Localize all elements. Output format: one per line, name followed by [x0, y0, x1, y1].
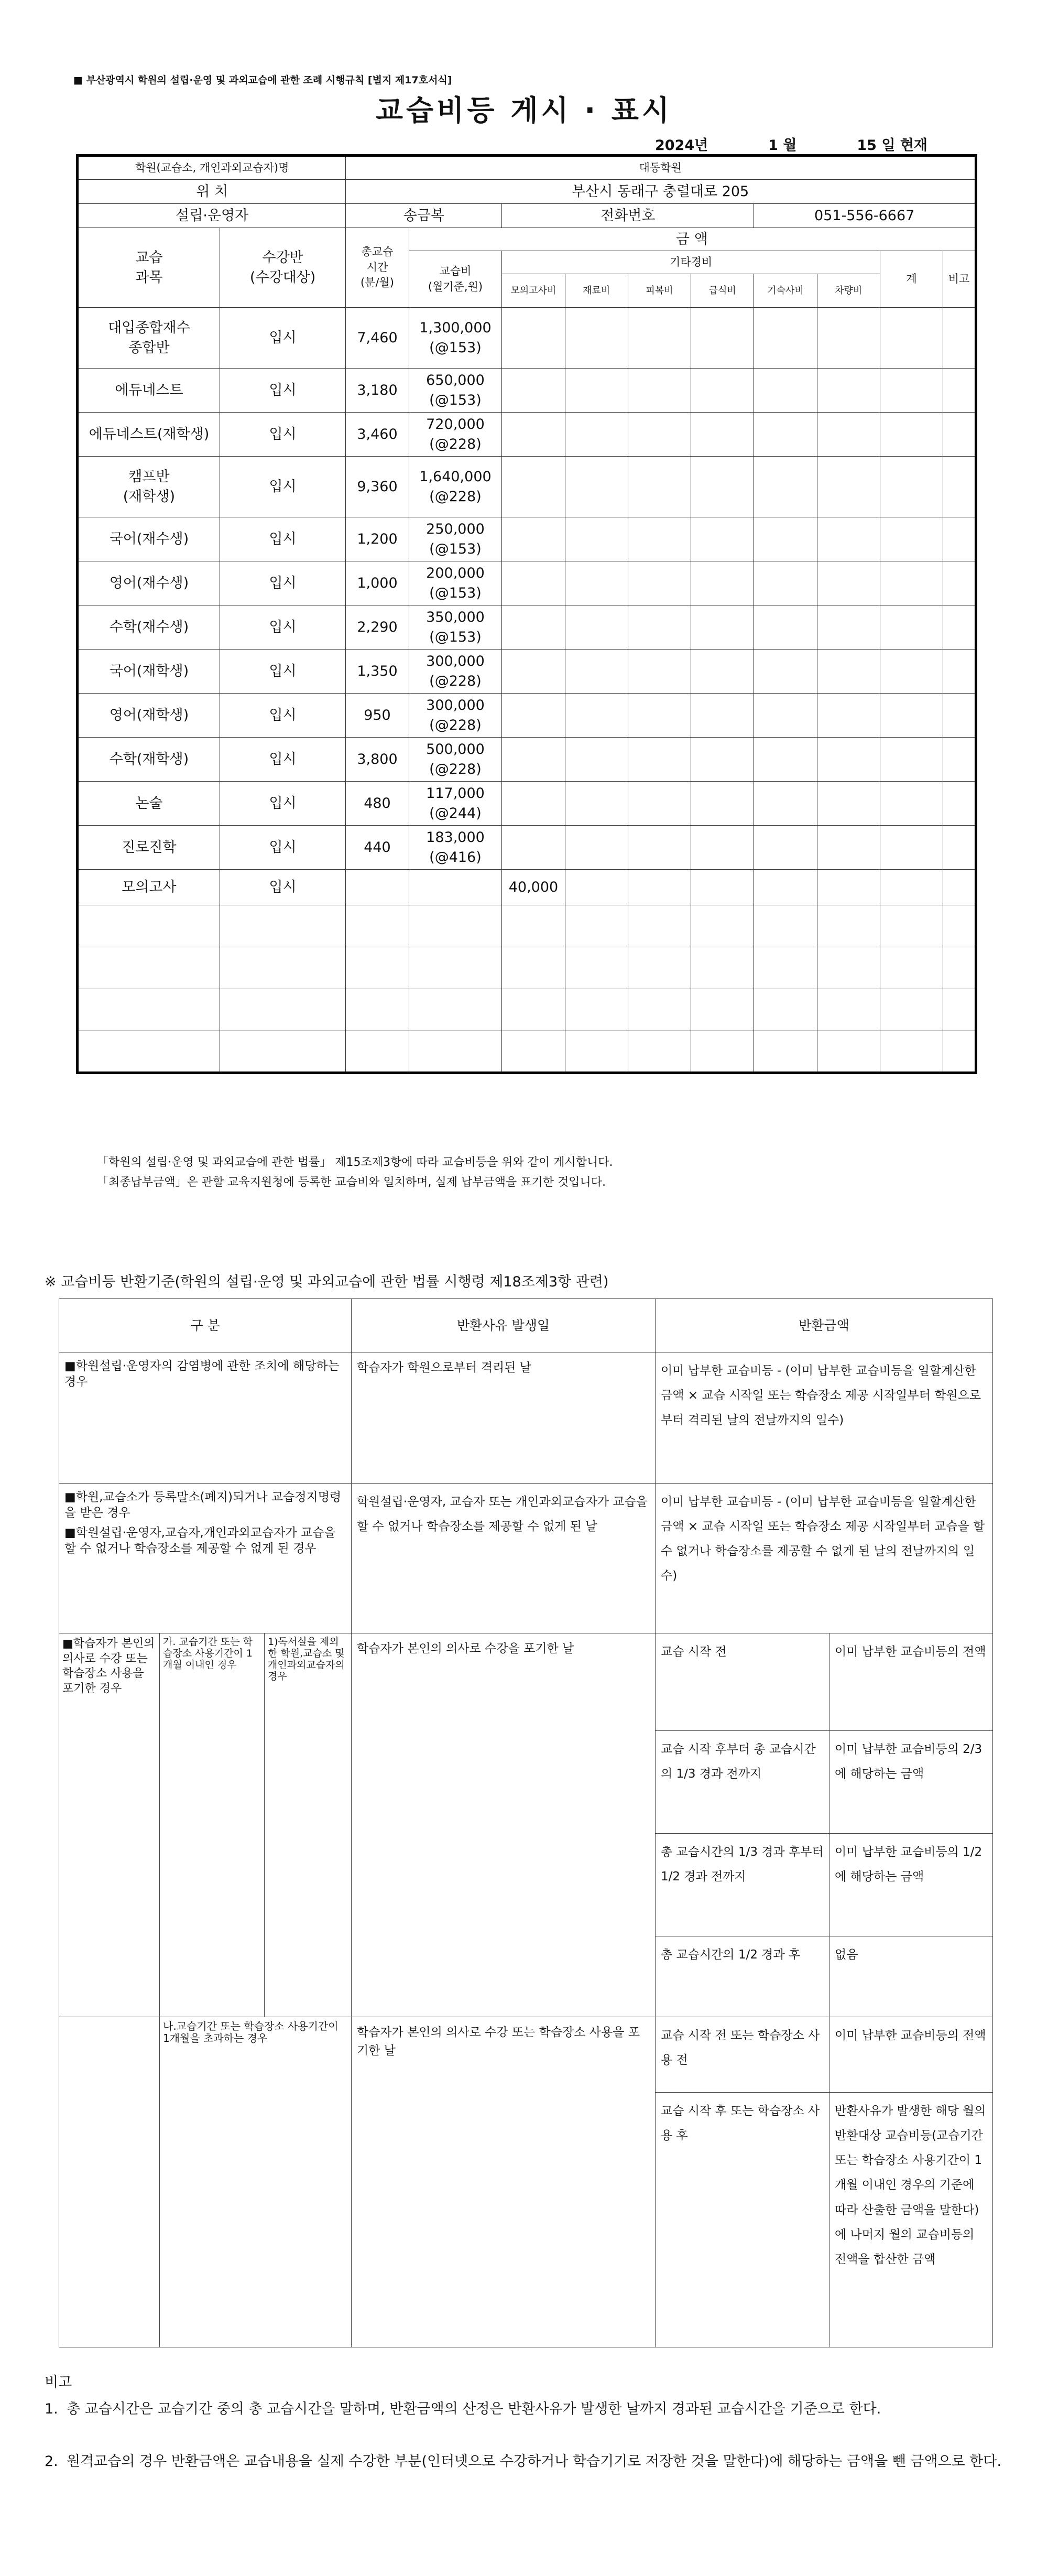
phone-value: 051-556-6667	[754, 204, 976, 228]
empty-cell	[943, 947, 976, 989]
refund-amount-1: 이미 납부한 교습비등의 전액	[829, 1633, 993, 1731]
mock-exam-fee-cell	[502, 369, 565, 413]
empty-cell	[691, 989, 754, 1031]
total-header: 계	[880, 251, 943, 308]
mock-exam-fee-cell	[502, 782, 565, 826]
refund-heading: ※ 교습비등 반환기준(학원의 설립·운영 및 과외교습에 관한 법률 시행령 제18조제3항 관련)	[45, 1274, 609, 1290]
target-cell: 입시	[220, 870, 346, 905]
mock-exam-fee-cell: 40,000	[502, 870, 565, 905]
mock-exam-fee-cell	[502, 694, 565, 738]
other-expense-cell	[691, 561, 754, 605]
total-cell	[880, 738, 943, 782]
tuition-cell: 300,000 (@228)	[409, 650, 502, 694]
empty-fee-row	[78, 989, 976, 1031]
mock-exam-fee-cell	[502, 650, 565, 694]
other-expense-cell	[817, 517, 880, 561]
empty-cell	[628, 947, 691, 989]
refund-long-amount-1: 이미 납부한 교습비등의 전액	[829, 2017, 993, 2093]
empty-cell	[565, 1031, 628, 1073]
refund-category-header: 구 분	[59, 1299, 352, 1352]
mock-exam-fee-cell	[502, 413, 565, 457]
hours-cell	[346, 870, 409, 905]
date-day: 15 일 현재	[857, 137, 927, 154]
empty-cell	[754, 947, 817, 989]
academy-name-label: 학원(교습소, 개인과외교습자)명	[78, 156, 346, 180]
hours-cell: 3,180	[346, 369, 409, 413]
tuition-cell: 500,000 (@228)	[409, 738, 502, 782]
target-cell: 입시	[220, 694, 346, 738]
subject-cell: 수학(재수생)	[78, 605, 220, 650]
total-cell	[880, 413, 943, 457]
hours-cell: 7,460	[346, 308, 409, 369]
remarks-cell	[943, 694, 976, 738]
other-item-vehicle: 차량비	[817, 274, 880, 308]
target-cell: 입시	[220, 650, 346, 694]
empty-cell	[565, 905, 628, 947]
other-expense-cell	[754, 650, 817, 694]
other-expense-cell	[691, 782, 754, 826]
refund-row-closure-amount: 이미 납부한 교습비등 - (이미 납부한 교습비등을 일할계산한 금액 × 교습 시작일 또는 학습장소 제공 시작일부터 교습을 할 수 없거나 학습장소를 제공할 수 없게 된 날의 전날까지의 일수)	[656, 1484, 993, 1633]
notice-line-1: 「학원의 설립·운영 및 과외교습에 관한 법률」 제15조제3항에 따라 교습비등을 위와 같이 게시합니다.	[97, 1156, 613, 1169]
hours-cell: 440	[346, 826, 409, 870]
remark-1-number: 1.	[45, 2401, 58, 2417]
empty-cell	[220, 989, 346, 1031]
other-expense-cell	[628, 605, 691, 650]
fee-row	[78, 561, 976, 605]
hours-cell: 2,290	[346, 605, 409, 650]
empty-cell	[346, 1031, 409, 1073]
other-expense-cell	[691, 369, 754, 413]
other-expense-cell	[628, 650, 691, 694]
total-cell	[880, 870, 943, 905]
empty-cell	[78, 947, 220, 989]
total-cell	[880, 561, 943, 605]
other-item-materials: 재료비	[565, 274, 628, 308]
refund-row-long-sub: 나.교습기간 또는 학습장소 사용기간이 1개월을 초과하는 경우	[160, 2017, 352, 2347]
other-expense-cell	[691, 457, 754, 517]
subject-cell: 에듀네스트	[78, 369, 220, 413]
other-expense-cell	[754, 517, 817, 561]
refund-row-long-reason: 학습자가 본인의 의사로 수강 또는 학습장소 사용을 포기한 날	[352, 2017, 656, 2347]
fee-row	[78, 308, 976, 369]
target-cell: 입시	[220, 369, 346, 413]
other-expense-cell	[565, 457, 628, 517]
refund-row-closure-b: ■학원설립·운영자,교습자,개인과외교습자가 교습을 할 수 없거나 학습장소를 제공할 수 없게 된 경우	[64, 1525, 336, 1555]
empty-cell	[346, 905, 409, 947]
target-header: 수강반 (수강대상)	[220, 228, 346, 308]
target-cell: 입시	[220, 308, 346, 369]
tuition-cell: 1,640,000 (@228)	[409, 457, 502, 517]
other-item-dormitory: 기숙사비	[754, 274, 817, 308]
empty-cell	[628, 989, 691, 1031]
remarks-cell	[943, 782, 976, 826]
refund-row-closure	[59, 1484, 352, 1633]
empty-cell	[346, 989, 409, 1031]
tuition-cell: 720,000 (@228)	[409, 413, 502, 457]
remark-1-text: 총 교습시간은 교습기간 중의 총 교습시간을 말하며, 반환금액의 산정은 반환사유가 발생한 날까지 경과된 교습시간을 기준으로 한다.	[67, 2401, 881, 2417]
other-expense-cell	[565, 413, 628, 457]
hours-cell: 1,200	[346, 517, 409, 561]
empty-cell	[502, 989, 565, 1031]
hours-cell: 480	[346, 782, 409, 826]
other-expense-cell	[628, 517, 691, 561]
remarks-label: 비고	[45, 2374, 72, 2390]
other-expense-cell	[628, 826, 691, 870]
refund-amount-2: 이미 납부한 교습비등의 2/3에 해당하는 금액	[829, 1731, 993, 1834]
empty-cell	[565, 947, 628, 989]
other-expense-cell	[754, 308, 817, 369]
refund-period-2: 교습 시작 후부터 총 교습시간의 1/3 경과 전까지	[656, 1731, 829, 1834]
empty-cell	[628, 1031, 691, 1073]
other-expense-cell	[691, 870, 754, 905]
subject-cell: 국어(재학생)	[78, 650, 220, 694]
total-cell	[880, 369, 943, 413]
hours-cell: 950	[346, 694, 409, 738]
subject-cell: 영어(재학생)	[78, 694, 220, 738]
fee-row	[78, 870, 976, 905]
refund-row-withdraw-sub-a: 가. 교습기간 또는 학습장소 사용기간이 1개월 이내인 경우	[160, 1633, 265, 2017]
target-cell: 입시	[220, 782, 346, 826]
refund-row-infection: ■학원설립·운영자의 감염병에 관한 조치에 해당하는 경우	[59, 1352, 352, 1484]
empty-cell	[220, 905, 346, 947]
other-expense-cell	[565, 369, 628, 413]
tuition-cell: 250,000 (@153)	[409, 517, 502, 561]
other-expense-cell	[817, 457, 880, 517]
empty-fee-row	[78, 947, 976, 989]
subject-cell: 수학(재학생)	[78, 738, 220, 782]
other-expense-cell	[565, 694, 628, 738]
other-expense-cell	[565, 605, 628, 650]
subject-cell: 진로진학	[78, 826, 220, 870]
empty-cell	[817, 1031, 880, 1073]
empty-cell	[754, 1031, 817, 1073]
hours-cell: 3,800	[346, 738, 409, 782]
refund-row-infection-amount: 이미 납부한 교습비등 - (이미 납부한 교습비등을 일할계산한 금액 × 교습 시작일 또는 학습장소 제공 시작일부터 학원으로부터 격리된 날의 전날까지의 일수)	[656, 1352, 993, 1484]
tuition-cell: 1,300,000 (@153)	[409, 308, 502, 369]
fee-row	[78, 738, 976, 782]
total-hours-header: 총교습 시간 (분/월)	[346, 228, 409, 308]
other-expense-cell	[817, 694, 880, 738]
other-expense-cell	[817, 738, 880, 782]
other-item-mock-exam: 모의고사비	[502, 274, 565, 308]
refund-period-4: 총 교습시간의 1/2 경과 후	[656, 1936, 829, 2017]
remark-2-text: 원격교습의 경우 반환금액은 교습내용을 실제 수강한 부분(인터넷으로 수강하거나 학습기기로 저장한 것을 말한다)에 해당하는 금액을 뺀 금액으로 한다.	[67, 2453, 1002, 2470]
location-label: 위 치	[78, 180, 346, 204]
total-cell	[880, 517, 943, 561]
target-cell: 입시	[220, 561, 346, 605]
empty-cell	[880, 947, 943, 989]
other-expense-cell	[817, 413, 880, 457]
date-year: 2024년	[655, 137, 708, 154]
tuition-cell: 183,000 (@416)	[409, 826, 502, 870]
empty-cell	[817, 989, 880, 1031]
empty-cell	[817, 947, 880, 989]
empty-cell	[817, 905, 880, 947]
hours-cell: 3,460	[346, 413, 409, 457]
other-expense-cell	[628, 561, 691, 605]
refund-amount-header: 반환금액	[656, 1299, 993, 1352]
fee-row	[78, 413, 976, 457]
phone-label: 전화번호	[502, 204, 754, 228]
other-expense-cell	[691, 605, 754, 650]
tuition-header: 교습비 (월기준,원)	[409, 251, 502, 308]
other-expense-cell	[628, 308, 691, 369]
tuition-cell: 350,000 (@153)	[409, 605, 502, 650]
empty-cell	[880, 989, 943, 1031]
other-expense-cell	[565, 782, 628, 826]
other-expense-cell	[691, 650, 754, 694]
refund-table	[59, 1298, 993, 2347]
refund-row-withdraw: ■학습자가 본인의 의사로 수강 또는 학습장소 사용을 포기한 경우	[59, 1633, 160, 2017]
target-cell: 입시	[220, 517, 346, 561]
mock-exam-fee-cell	[502, 605, 565, 650]
other-expense-cell	[754, 826, 817, 870]
remarks-cell	[943, 870, 976, 905]
remarks-cell	[943, 308, 976, 369]
page-title: 교습비등 게시 · 표시	[375, 94, 673, 127]
subject-cell: 논술	[78, 782, 220, 826]
remarks-cell	[943, 650, 976, 694]
fee-table	[76, 154, 977, 1074]
total-cell	[880, 308, 943, 369]
other-expense-cell	[565, 308, 628, 369]
date-line	[655, 134, 927, 154]
target-cell: 입시	[220, 605, 346, 650]
other-expense-cell	[628, 413, 691, 457]
tuition-cell: 300,000 (@228)	[409, 694, 502, 738]
other-expense-cell	[817, 561, 880, 605]
fee-row	[78, 369, 976, 413]
subject-cell: 캠프반 (재학생)	[78, 457, 220, 517]
empty-cell	[691, 905, 754, 947]
mock-exam-fee-cell	[502, 561, 565, 605]
total-cell	[880, 605, 943, 650]
fee-row	[78, 650, 976, 694]
other-expense-cell	[754, 694, 817, 738]
subject-cell: 영어(재수생)	[78, 561, 220, 605]
other-expense-cell	[754, 782, 817, 826]
subject-cell: 모의고사	[78, 870, 220, 905]
refund-period-1: 교습 시작 전	[656, 1633, 829, 1731]
empty-cell	[880, 905, 943, 947]
empty-cell	[409, 989, 502, 1031]
remarks-header: 비고	[943, 251, 976, 308]
empty-cell	[943, 905, 976, 947]
hours-cell: 1,000	[346, 561, 409, 605]
mock-exam-fee-cell	[502, 308, 565, 369]
remarks-cell	[943, 517, 976, 561]
other-expense-cell	[628, 870, 691, 905]
other-expense-cell	[565, 738, 628, 782]
fee-row	[78, 517, 976, 561]
mock-exam-fee-cell	[502, 738, 565, 782]
empty-cell	[78, 905, 220, 947]
empty-cell	[78, 989, 220, 1031]
remarks-cell	[943, 738, 976, 782]
refund-row-withdraw-reason: 학습자가 본인의 의사로 수강을 포기한 날	[352, 1633, 656, 2017]
empty-cell	[628, 905, 691, 947]
other-expense-cell	[691, 413, 754, 457]
founder-value: 송금복	[346, 204, 502, 228]
other-expense-cell	[754, 369, 817, 413]
academy-name-value: 대동학원	[346, 156, 976, 180]
empty-fee-row	[78, 905, 976, 947]
remark-2-number: 2.	[45, 2453, 58, 2470]
refund-long-period-2: 교습 시작 후 또는 학습장소 사용 후	[656, 2093, 829, 2347]
empty-cell	[754, 989, 817, 1031]
other-expense-cell	[754, 457, 817, 517]
empty-cell	[220, 1031, 346, 1073]
other-expense-cell	[754, 561, 817, 605]
other-expense-cell	[565, 517, 628, 561]
total-cell	[880, 826, 943, 870]
other-expense-cell	[691, 738, 754, 782]
total-cell	[880, 650, 943, 694]
other-expense-cell	[691, 694, 754, 738]
mock-exam-fee-cell	[502, 457, 565, 517]
empty-fee-row	[78, 1031, 976, 1073]
refund-row-closure-a: ■학원,교습소가 등록말소(폐지)되거나 교습정지명령을 받은 경우	[64, 1490, 342, 1520]
refund-period-3: 총 교습시간의 1/3 경과 후부터 1/2 경과 전까지	[656, 1834, 829, 1936]
other-expense-cell	[817, 870, 880, 905]
remarks-cell	[943, 413, 976, 457]
empty-cell	[943, 1031, 976, 1073]
other-expense-cell	[565, 650, 628, 694]
other-expense-cell	[691, 308, 754, 369]
target-cell: 입시	[220, 457, 346, 517]
hours-cell: 9,360	[346, 457, 409, 517]
other-expense-cell	[565, 561, 628, 605]
refund-row-closure-reason: 학원설립·운영자, 교습자 또는 개인과외교습자가 교습을 할 수 없거나 학습장소를 제공할 수 없게 된 날	[352, 1484, 656, 1633]
fee-row	[78, 694, 976, 738]
other-expense-cell	[754, 738, 817, 782]
other-expense-cell	[754, 413, 817, 457]
other-expense-cell	[754, 870, 817, 905]
other-expense-cell	[817, 650, 880, 694]
empty-cell	[691, 947, 754, 989]
refund-amount-4: 없음	[829, 1936, 993, 2017]
refund-long-amount-2: 반환사유가 발생한 해당 월의 반환대상 교습비등(교습기간 또는 학습장소 사용기간이 1개월 이내인 경우의 기준에 따라 산출한 금액을 말한다)에 나머지 월의 교습비등의 전액을 합산한 금액	[829, 2093, 993, 2347]
amount-header: 금 액	[409, 228, 976, 251]
remark-2	[45, 2449, 1019, 2475]
other-expense-cell	[817, 782, 880, 826]
refund-row-long-empty	[59, 2017, 160, 2347]
hours-cell: 1,350	[346, 650, 409, 694]
refund-row-withdraw-sub-b: 1)독서실을 제외한 학원,교습소 및 개인과외교습자의 경우	[265, 1633, 352, 2017]
other-expense-cell	[628, 369, 691, 413]
other-expense-cell	[565, 870, 628, 905]
other-expense-cell	[817, 605, 880, 650]
fee-row	[78, 605, 976, 650]
empty-cell	[502, 905, 565, 947]
empty-cell	[409, 905, 502, 947]
target-cell: 입시	[220, 413, 346, 457]
empty-cell	[220, 947, 346, 989]
empty-cell	[754, 905, 817, 947]
empty-cell	[880, 1031, 943, 1073]
empty-cell	[409, 1031, 502, 1073]
refund-reason-header: 반환사유 발생일	[352, 1299, 656, 1352]
total-cell	[880, 782, 943, 826]
tuition-cell: 117,000 (@244)	[409, 782, 502, 826]
other-expense-cell	[628, 738, 691, 782]
fee-row	[78, 782, 976, 826]
other-expense-cell	[691, 517, 754, 561]
other-expense-cell	[628, 457, 691, 517]
mock-exam-fee-cell	[502, 517, 565, 561]
subject-header: 교습 과목	[78, 228, 220, 308]
empty-cell	[409, 947, 502, 989]
other-expense-cell	[817, 369, 880, 413]
remarks-cell	[943, 561, 976, 605]
notice-line-2: 「최종납부금액」은 관할 교육지원청에 등록한 교습비와 일치하며, 실제 납부금액을 표기한 것입니다.	[97, 1176, 606, 1189]
subject-cell: 국어(재수생)	[78, 517, 220, 561]
other-expense-cell	[628, 782, 691, 826]
fee-row	[78, 826, 976, 870]
fee-row	[78, 457, 976, 517]
other-expense-cell	[565, 826, 628, 870]
subject-cell: 에듀네스트(재학생)	[78, 413, 220, 457]
empty-cell	[78, 1031, 220, 1073]
target-cell: 입시	[220, 826, 346, 870]
remark-1	[45, 2397, 1019, 2422]
other-expenses-header: 기타경비	[502, 251, 880, 274]
other-expense-cell	[817, 308, 880, 369]
tuition-cell: 650,000 (@153)	[409, 369, 502, 413]
refund-row-infection-reason: 학습자가 학원으로부터 격리된 날	[352, 1352, 656, 1484]
remarks-cell	[943, 826, 976, 870]
other-expense-cell	[754, 605, 817, 650]
other-expense-cell	[628, 694, 691, 738]
tuition-cell	[409, 870, 502, 905]
empty-cell	[346, 947, 409, 989]
empty-cell	[691, 1031, 754, 1073]
founder-label: 설립·운영자	[78, 204, 346, 228]
location-value: 부산시 동래구 충렬대로 205	[346, 180, 976, 204]
mock-exam-fee-cell	[502, 826, 565, 870]
regulation-reference: ■ 부산광역시 학원의 설립·운영 및 과외교습에 관한 조례 시행규칙 [별지 제17호서식]	[73, 74, 452, 86]
refund-long-period-1: 교습 시작 전 또는 학습장소 사용 전	[656, 2017, 829, 2093]
empty-cell	[502, 1031, 565, 1073]
remarks-cell	[943, 457, 976, 517]
other-item-clothing: 피복비	[628, 274, 691, 308]
target-cell: 입시	[220, 738, 346, 782]
other-expense-cell	[817, 826, 880, 870]
empty-cell	[565, 989, 628, 1031]
other-expense-cell	[691, 826, 754, 870]
total-cell	[880, 457, 943, 517]
refund-amount-3: 이미 납부한 교습비등의 1/2에 해당하는 금액	[829, 1834, 993, 1936]
tuition-cell: 200,000 (@153)	[409, 561, 502, 605]
total-cell	[880, 694, 943, 738]
other-item-meals: 급식비	[691, 274, 754, 308]
date-month: 1 월	[768, 137, 797, 154]
remarks-cell	[943, 605, 976, 650]
empty-cell	[943, 989, 976, 1031]
subject-cell: 대입종합재수 종합반	[78, 308, 220, 369]
empty-cell	[502, 947, 565, 989]
remarks-cell	[943, 369, 976, 413]
